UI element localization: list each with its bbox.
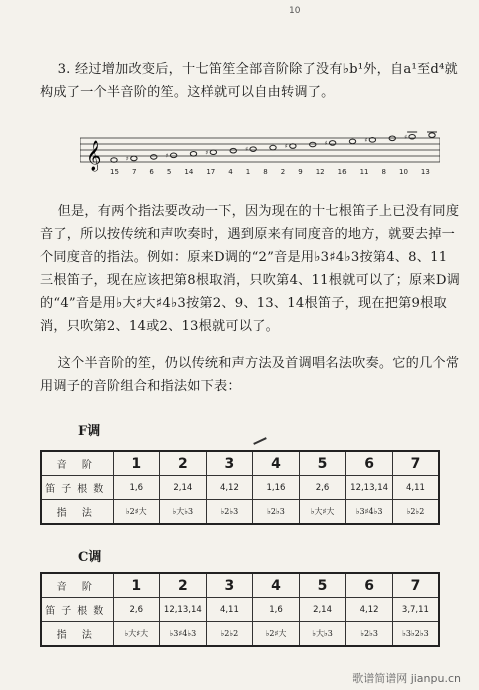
- table-cell: 2: [160, 573, 207, 598]
- table-cell: 4,11: [392, 476, 439, 500]
- pipe-number: 9: [298, 168, 303, 176]
- pipe-number-row: [110, 168, 430, 176]
- row-label: 指 法: [41, 500, 113, 525]
- table-cell: ♭2♭3: [346, 622, 393, 647]
- table-cell: ♭2♭2: [206, 622, 253, 647]
- table-cell: ♭2♭2: [392, 500, 439, 525]
- note-head: [170, 153, 176, 158]
- accidental-icon: ♯: [324, 139, 328, 147]
- table-cell: ♭2♭3: [206, 500, 253, 525]
- degree-row: [41, 451, 439, 476]
- note-head: [230, 148, 236, 153]
- table-cell: 5: [299, 573, 346, 598]
- note-head: [131, 156, 137, 161]
- table-cell: 7: [392, 451, 439, 476]
- accidental-icon: ♯: [125, 155, 129, 163]
- table-cell: 12,13,14: [160, 598, 207, 622]
- table-cell: ♭大♯大: [113, 622, 160, 647]
- accidental-icon: ♯: [404, 133, 408, 141]
- accidental-icon: ♯: [205, 149, 209, 157]
- note-head: [290, 144, 296, 149]
- pipe-number: 10: [398, 168, 408, 176]
- table-cell: 4,11: [206, 598, 253, 622]
- accidental-icon: ♯: [245, 146, 249, 154]
- pipe-number: 8: [381, 168, 386, 176]
- note-head: [190, 152, 196, 157]
- table-cell: 1: [113, 573, 160, 598]
- pipe-number: 14: [184, 168, 194, 176]
- note-head: [310, 142, 316, 147]
- note-head: [151, 155, 157, 160]
- table-cell: 2,6: [113, 598, 160, 622]
- pipe-number: 12: [315, 168, 325, 176]
- table-cell: ♭大♭3: [160, 500, 207, 525]
- pipe-number: 16: [337, 168, 347, 176]
- fingering-row: [41, 622, 439, 647]
- table-c-title: C调: [78, 550, 102, 565]
- accidental-icon: ♯: [364, 136, 368, 144]
- pencil-mark: [253, 437, 267, 445]
- watermark: 歌谱简谱网 jianpu.cn: [352, 672, 461, 685]
- table-cell: 1,6: [253, 598, 300, 622]
- table-cell: ♭大♯大: [299, 500, 346, 525]
- paragraph-intro: 3. 经过增加改变后，十七笛笙全部音阶除了没有♭b¹外，自a¹至d⁴就构成了一个半音阶的笙。这样就可以自由转调了。: [40, 62, 458, 100]
- pipe-number: 13: [420, 168, 430, 176]
- table-cell: 6: [346, 451, 393, 476]
- pipe-number: 6: [149, 168, 154, 176]
- row-label: 指 法: [41, 622, 113, 647]
- table-cell: 2,14: [299, 598, 346, 622]
- accidental-icon: ♯: [284, 143, 288, 151]
- table-cell: 5: [299, 451, 346, 476]
- table-cell: ♭大♭3: [299, 622, 346, 647]
- pipe-number: 8: [263, 168, 268, 176]
- pipe-number: 15: [110, 168, 119, 176]
- note-head: [210, 150, 216, 155]
- page-number: 10: [289, 6, 301, 16]
- pipe-number: 1: [245, 168, 251, 176]
- row-label: 笛子根数: [41, 598, 113, 622]
- row-label: 音 阶: [41, 451, 113, 476]
- table-cell: 2,6: [299, 476, 346, 500]
- table-cell: 1,6: [113, 476, 160, 500]
- pipe-number: 11: [359, 168, 369, 176]
- table-cell: 4: [253, 573, 300, 598]
- row-label: 笛子根数: [41, 476, 113, 500]
- music-staff: [80, 130, 440, 185]
- table-cell: 4: [253, 451, 300, 476]
- table-cell: 3: [206, 573, 253, 598]
- row-label: 音 阶: [41, 573, 113, 598]
- pipe-number: 4: [228, 168, 233, 176]
- table-cell: 1: [113, 451, 160, 476]
- note-head: [329, 141, 335, 146]
- table-f-title: F调: [78, 424, 101, 439]
- table-cell: ♭2♭3: [253, 500, 300, 525]
- table-cell: 2,14: [160, 476, 207, 500]
- accidental-icon: ♯: [165, 152, 169, 160]
- degree-row: [41, 573, 439, 598]
- paragraph-table-intro: 这个半音阶的笙，仍以传统和声方法及首调唱名法吹奏。它的几个常用调子的音阶组合和指法如下表：: [40, 356, 460, 394]
- fingering-row: [41, 500, 439, 525]
- note-head: [270, 145, 276, 150]
- note-head: [429, 133, 435, 138]
- pipe-number: 17: [206, 168, 216, 176]
- table-cell: 4,12: [206, 476, 253, 500]
- table-cell: ♭3♯4♭3: [160, 622, 207, 647]
- pipe-number: 5: [166, 168, 172, 176]
- table-cell: ♭2♯大: [253, 622, 300, 647]
- note-head: [250, 147, 256, 152]
- pipe-number: 7: [131, 168, 137, 176]
- pipes-row: [41, 476, 439, 500]
- table-cell: 6: [346, 573, 393, 598]
- table-cell: 3: [206, 451, 253, 476]
- treble-clef-icon: 𝄞: [86, 141, 102, 171]
- note-head: [349, 139, 355, 144]
- table-cell: 2: [160, 451, 207, 476]
- table-cell: ♭2♯大: [113, 500, 160, 525]
- table-cell: 12,13,14: [346, 476, 393, 500]
- pipes-row: [41, 598, 439, 622]
- table-cell: 7: [392, 573, 439, 598]
- table-cell: 4,12: [346, 598, 393, 622]
- table-cell: 3,7,11: [392, 598, 439, 622]
- table-cell: ♭3♭2♭3: [392, 622, 439, 647]
- table-cell: 1,16: [253, 476, 300, 500]
- pipe-number: 2: [280, 168, 286, 176]
- paragraph-fingering: 但是，有两个指法要改动一下，因为现在的十七根笛子上已没有同度音了，所以按传统和声吹奏时，遇到原来有同度音的地方，就要去掉一个同度音的指法。例如：原来D调的“2”音是用♭3♯4♭3按第4、8、11三根笛子，现在应该把第8根取消，只吹第4、11根就可以了；原来D调的“4”音是用♭大♯大♯4♭3按第2、9、13、14根笛子，现在把第9根取消，只吹第2、14或2、13根就可以了。: [40, 204, 460, 334]
- fingering-table-f: [40, 450, 440, 525]
- fingering-table-c: [40, 572, 440, 647]
- table-cell: ♭3♯4♭3: [346, 500, 393, 525]
